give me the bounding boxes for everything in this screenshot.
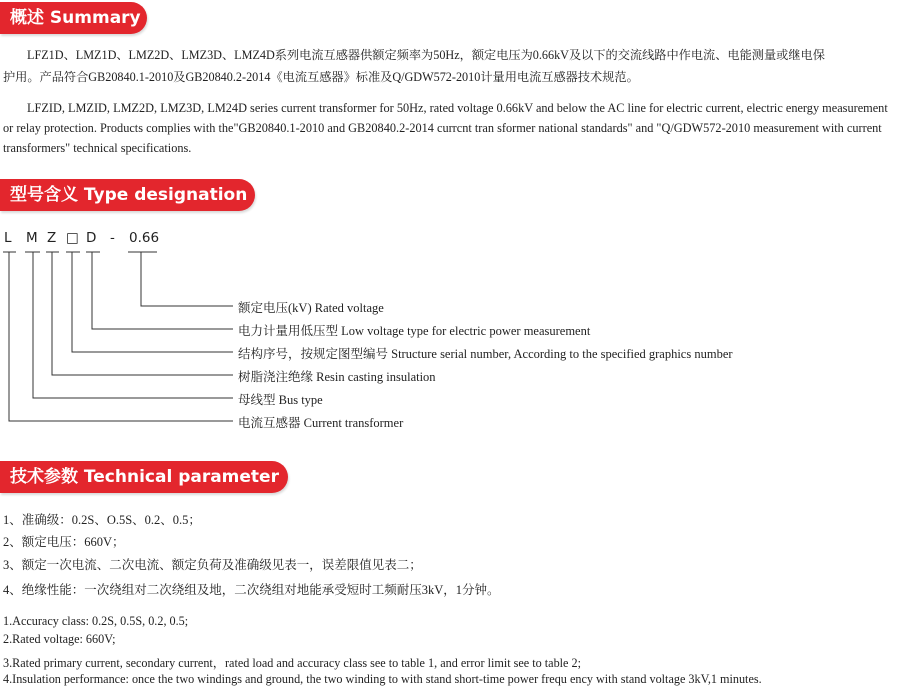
tech-en-item-2: 2.Rated voltage: 660V; (3, 632, 116, 646)
legend-bus-type: 母线型 Bus type (238, 393, 323, 407)
tech-en-item-3: 3.Rated primary current, secondary current，rated load and accuracy class see to table 1, and error limit see to table 2; (3, 656, 581, 670)
legend-structure-serial: 结构序号，按规定图型编号 Structure serial number, According to the specified graphics number (238, 347, 733, 361)
tech-cn-item-1: 1、准确级：0.2S、O.5S、0.2、0.5； (3, 513, 201, 527)
code-part-z: Z (47, 230, 57, 246)
connector-z (52, 252, 233, 375)
connector-box (72, 252, 233, 352)
summary-cn-line-1: LFZ1D、LMZ1D、LMZ2D、LMZ3D、LMZ4D系列电流互感器供额定频率为50Hz，额定电压为0.66kV及以下的交流线路中作电流、电能测量或继电保 (27, 48, 825, 62)
legend-rated-voltage: 额定电压(kV) Rated voltage (238, 301, 384, 315)
summary-heading: 概述 Summary (0, 2, 147, 34)
tech-cn-item-2: 2、额定电压：660V； (3, 535, 125, 549)
tech-en-item-4: 4.Insulation performance: once the two windings and ground, the two winding to with stand short-time power frequ ency with stand voltage 3kV,1 minutes. (3, 672, 762, 686)
tech-cn-item-3: 3、额定一次电流、二次电流、额定负荷及准确级见表一，误差限值见表二； (3, 558, 422, 572)
legend-resin-casting: 树脂浇注绝缘 Resin casting insulation (238, 370, 436, 384)
connector-m (33, 252, 233, 398)
code-part-m: M (26, 230, 38, 246)
code-part-d: D (86, 230, 97, 246)
designation-heading: 型号含义 Type designation (0, 179, 255, 211)
connector-voltage (141, 252, 233, 306)
code-part-box: □ (66, 230, 79, 246)
summary-en-text: LFZID, LMZID, LMZ2D, LMZ3D, LM24D series current transformer for 50Hz, rated voltage 0.66kV and below the AC line for electric current, electric energy measurement or relay protection. Products complies with the"GB20840.1-2010 and GB20840.2-2014 currcnt tran sformer national standards" and "Q/GDW572-2010 measurement with current transformers" technical specifications. (3, 101, 888, 155)
summary-cn-line-2: 护用。产品符合GB20840.1-2010及GB20840.2-2014《电流互感器》标准及Q/GDW572-2010计量用电流互感器技术规范。 (3, 70, 639, 84)
code-part-voltage: 0.66 (129, 230, 160, 246)
legend-current-transformer: 电流互感器 Current transformer (238, 416, 404, 430)
code-part-l: L (4, 230, 12, 246)
tech-en-item-1: 1.Accuracy class: 0.2S, 0.5S, 0.2, 0.5; (3, 614, 189, 628)
connector-l (9, 252, 233, 421)
code-part-dash: - (110, 230, 115, 246)
legend-low-voltage-type: 电力计量用低压型 Low voltage type for electric power measurement (238, 324, 591, 338)
technical-heading: 技术参数 Technical parameter (0, 461, 288, 493)
connector-d (92, 252, 233, 329)
tech-cn-item-4: 4、绝缘性能：一次绕组对二次绕组及地，二次绕组对地能承受短时工频耐压3kV，1分钟。 (3, 583, 500, 597)
